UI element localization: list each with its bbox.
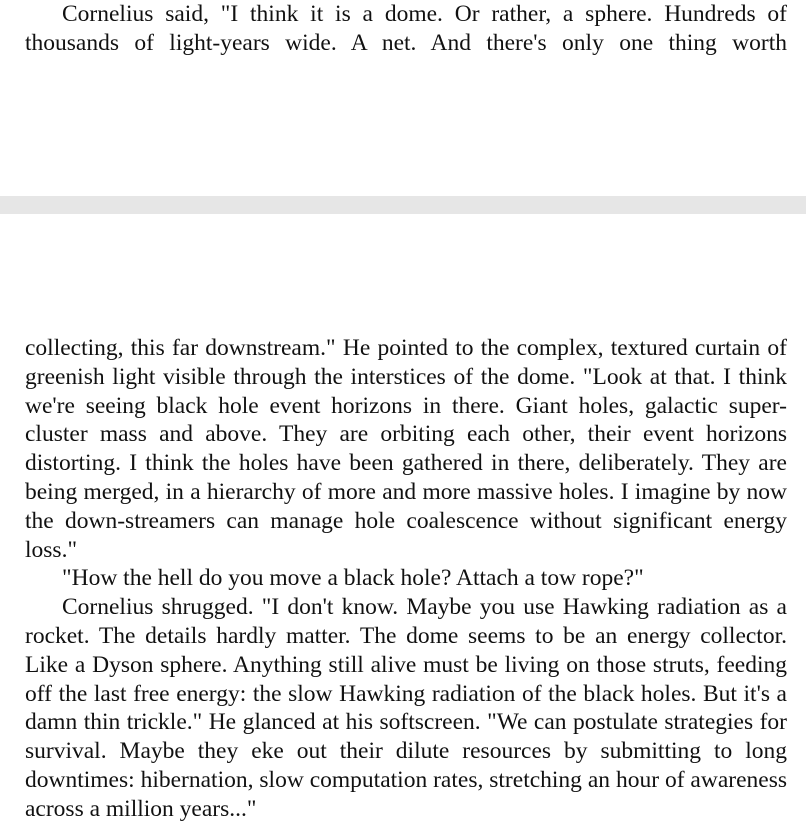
paragraph: Cornelius said, "I think it is a dome. Or rather, a sphere. Hundreds of thousands of light-years wide. A net. And there's only one thing worth xyxy=(25,1,787,56)
page-bottom xyxy=(0,214,806,825)
page-separator xyxy=(0,196,806,214)
page-bottom-text xyxy=(25,334,787,824)
paragraph: collecting, this far downstream." He pointed to the complex, textured curtain of greenish light visible through the interstices of the dome. "Look at that. I think we're seeing black hole event horizons in there. Giant holes, galactic super-cluster mass and above. They are orbiting each other, their event horizons distorting. I think the holes have been gathered in there, deliberately. They are being merged, in a hierarchy of more and more massive holes. I imagine by now the down-streamers can manage hole coalescence without significant energy loss." xyxy=(25,335,787,563)
page-top-text xyxy=(25,0,787,58)
paragraph: Cornelius shrugged. "I don't know. Maybe you use Hawking radiation as a rocket. The details hardly matter. The dome seems to be an energy collector. Like a Dyson sphere. Anything still alive must be living on those struts, feeding off the last free energy: the slow Hawking radiation of the black holes. But it's a damn thin trickle." He glanced at his softscreen. "We can postulate strategies for survival. Maybe they eke out their dilute resources by submitting to long downtimes: hibernation, slow computation rates, stretching an hour of awareness across a million years..." xyxy=(25,594,787,822)
paragraph: "How the hell do you move a black hole? Attach a tow rope?" xyxy=(62,565,644,592)
page-top xyxy=(0,0,806,196)
